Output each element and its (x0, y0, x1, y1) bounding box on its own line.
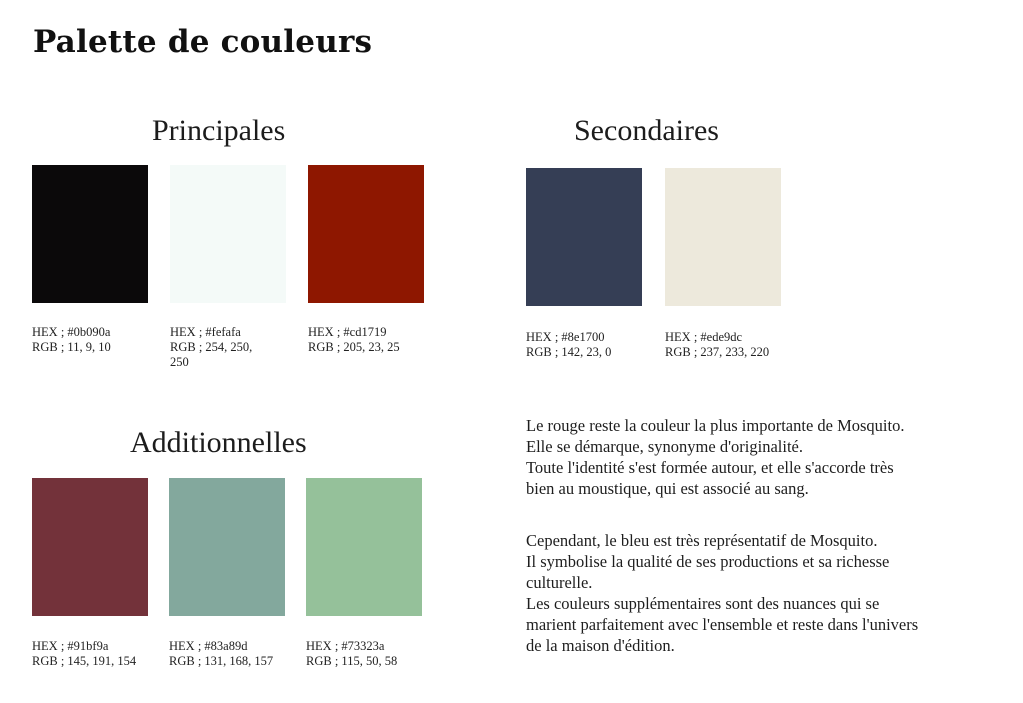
section-heading-secondaires: Secondaires (574, 114, 719, 147)
hex-value: HEX ; #8e1700 (526, 330, 605, 344)
swatch-label-principale-white (170, 325, 280, 370)
description-line: Le rouge reste la couleur la plus importante de Mosquito. (526, 416, 905, 435)
hex-value: HEX ; #cd1719 (308, 325, 387, 339)
description-line: de la maison d'édition. (526, 636, 675, 655)
rgb-value: RGB ; 142, 23, 0 (526, 345, 612, 359)
rgb-value-continued: 250 (170, 355, 189, 369)
swatch-principale-red (308, 165, 424, 303)
rgb-value: RGB ; 11, 9, 10 (32, 340, 111, 354)
hex-value: HEX ; #91bf9a (32, 639, 109, 653)
description-line: Il symbolise la qualité de ses productions et sa richesse (526, 552, 890, 571)
description-line: Cependant, le bleu est très représentatif de Mosquito. (526, 531, 878, 550)
rgb-value: RGB ; 237, 233, 220 (665, 345, 770, 359)
description-line: marient parfaitement avec l'ensemble et reste dans l'univers (526, 615, 919, 634)
swatch-principale-white (170, 165, 286, 303)
swatch-additionnelle-sage (169, 478, 285, 616)
description-paragraph-red (526, 415, 996, 499)
swatch-label-additionnelle-green (306, 639, 426, 669)
swatch-label-principale-red (308, 325, 428, 355)
swatch-label-additionnelle-sage (169, 639, 289, 669)
hex-value: HEX ; #0b090a (32, 325, 111, 339)
swatch-additionnelle-green (306, 478, 422, 616)
swatch-additionnelle-burgundy (32, 478, 148, 616)
rgb-value: RGB ; 254, 250, (170, 340, 253, 354)
hex-value: HEX ; #73323a (306, 639, 385, 653)
swatch-secondaire-beige (665, 168, 781, 306)
description-line: Elle se démarque, synonyme d'originalité. (526, 437, 803, 456)
description-line: culturelle. (526, 573, 593, 592)
rgb-value: RGB ; 115, 50, 58 (306, 654, 398, 668)
swatch-label-principale-black (32, 325, 152, 355)
rgb-value: RGB ; 131, 168, 157 (169, 654, 274, 668)
description-line: Les couleurs supplémentaires sont des nuances qui se (526, 594, 880, 613)
hex-value: HEX ; #ede9dc (665, 330, 743, 344)
hex-value: HEX ; #fefafa (170, 325, 241, 339)
swatch-secondaire-blue (526, 168, 642, 306)
description-line: bien au moustique, qui est associé au sang. (526, 479, 809, 498)
swatch-label-secondaire-blue (526, 330, 646, 360)
rgb-value: RGB ; 145, 191, 154 (32, 654, 137, 668)
rgb-value: RGB ; 205, 23, 25 (308, 340, 400, 354)
swatch-label-secondaire-beige (665, 330, 785, 360)
page-title: Palette de couleurs (33, 24, 373, 60)
swatch-principale-black (32, 165, 148, 303)
description-line: Toute l'identité s'est formée autour, et elle s'accorde très (526, 458, 894, 477)
hex-value: HEX ; #83a89d (169, 639, 248, 653)
swatch-label-additionnelle-burgundy (32, 639, 152, 669)
section-heading-principales: Principales (152, 114, 286, 147)
description-paragraph-blue (526, 530, 996, 656)
section-heading-additionnelles: Additionnelles (130, 426, 307, 459)
